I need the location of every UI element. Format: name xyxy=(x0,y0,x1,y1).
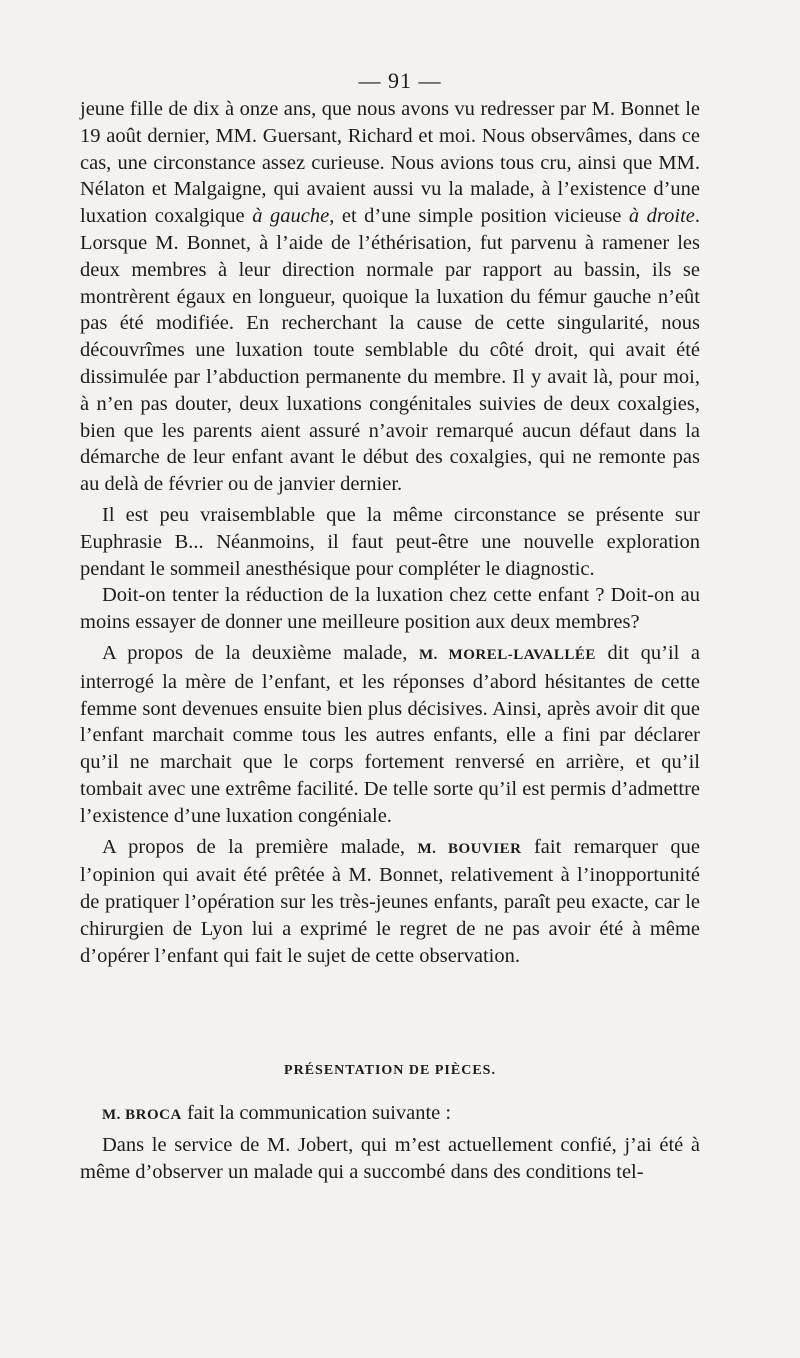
body-text-bottom xyxy=(80,1100,700,1185)
paragraph-7: Dans le service de M. Jobert, qui m’est actuellement confié, j’ai été à même d’observer un malade qui a succombé dans des conditions tel- xyxy=(80,1133,700,1183)
paragraph-4 xyxy=(80,640,700,830)
body-text-top xyxy=(80,96,700,970)
paragraph-4-end: dit qu’il a interrogé la mère de l’enfant, et les réponses d’abord hésitantes de cette femme sont devenues ensuite bien plus décisives. Ainsi, après avoir dit que l’enfant marchait comme tous les autres enfants, elle a fini par déclarer qu’il ne marchait que le corps fortement renversé en arrière, et qu’il tombait avec une extrême facilité. De telle sorte qu’il est permis d’admettre l’existence d’une luxation congéniale. xyxy=(80,641,701,827)
paragraph-5-start: A propos de la première malade, xyxy=(102,835,406,858)
section-heading: PRÉSENTATION DE PIÈCES. xyxy=(284,1063,496,1078)
paragraph-1 xyxy=(80,96,700,498)
paragraph-1-text: jeune fille de dix à onze ans, que nous avons vu redresser par M. Bonnet le 19 août dernier, MM. Guersant, Richard et moi. Nous observâmes, dans ce cas, une circonstance assez curieuse. Nous avions tous cru, ainsi que MM. Nélaton et Malgaigne, qui avaient aussi vu la malade, à l’existence d’une luxation coxalgique xyxy=(80,98,700,228)
speaker-bouvier: M. BOUVIER xyxy=(417,840,522,857)
page-number: — 91 — xyxy=(358,68,442,93)
paragraph-6-end: fait la communication suivante : xyxy=(186,1102,452,1124)
paragraph-5-end: fait remarquer que l’opinion qui avait été prêtée à M. Bonnet, relativement à l’inopportunité de pratiquer l’opération sur les très-jeunes enfants, paraît peu exacte, car le chirurgien de Lyon lui a exprimé le regret de ne pas avoir été à même d’opérer l’enfant qui fait le sujet de cette observation. xyxy=(80,835,700,967)
paragraph-5 xyxy=(80,834,700,970)
paragraph-1-middle: , et d’une simple position vicieuse xyxy=(329,205,622,228)
speaker-morel-lavallee: M. MOREL-LAVALLÉE xyxy=(418,646,596,663)
paragraph-1-emphasis-right: à droite xyxy=(628,205,695,228)
paragraph-3: Doit-on tenter la réduction de la luxation chez cette enfant ? Doit-on au moins essayer de donner une meilleure position aux deux membres? xyxy=(80,584,700,634)
paragraph-6 xyxy=(80,1100,700,1129)
paragraph-4-start: A propos de la deuxième malade, xyxy=(102,641,408,664)
paragraph-2: Il est peu vraisemblable que la même circonstance se présente sur Euphrasie B... Néanmoins, il faut peut-être une nouvelle exploration pendant le sommeil anesthésique pour compléter le diagnostic. xyxy=(80,503,700,580)
speaker-broca: M. BROCA xyxy=(102,1107,182,1123)
paragraph-1-end: . Lorsque M. Bonnet, à l’aide de l’éthérisation, fut parvenu à ramener les deux membres à leur direction normale par rapport au bassin, ils se montrèrent égaux en longueur, quoique la luxation du fémur gauche n’eût pas été modifiée. En recherchant la cause de cette singularité, nous découvrîmes une luxation toute semblable du côté droit, qui avait été dissimulée par l’abduction permanente du membre. Il y avait là, pour moi, à n’en pas douter, deux luxations congénitales suivies de deux coxalgies, bien que les parents aient assuré n’avoir remarqué aucun défaut dans la démarche de leur enfant avant le début des coxalgies, qui ne remonte pas au delà de février ou de janvier dernier. xyxy=(80,205,701,496)
paragraph-1-emphasis-left: à gauche xyxy=(252,205,330,228)
